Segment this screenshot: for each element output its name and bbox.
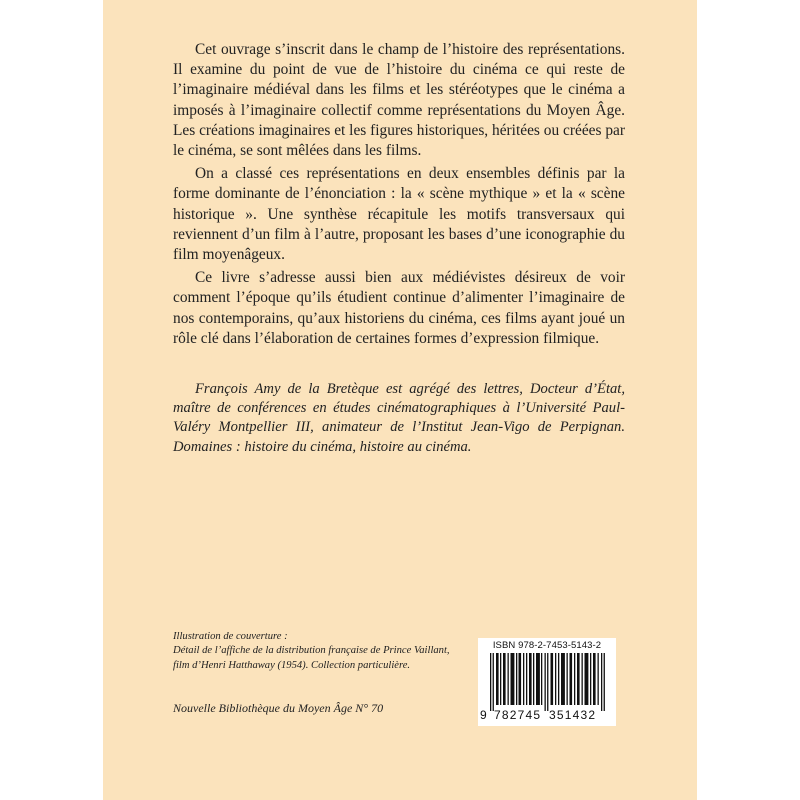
author-bio: François Amy de la Bretèque est agrégé des lettres, Docteur d’État, maître de conférences en études cinématographiques à l’Université Paul-Valéry Montpellier III, animateur de l’Institut Jean-Vigo de Perpignan. Domaines : histoire du cinéma, histoire au cinéma. [173,381,625,455]
blurb-paragraph: On a classé ces représentations en deux ensembles définis par la forme dominante de l’énonciation : la « scène mythique » et la « scène historique ». Une synthèse récapitule les motifs transversaux qui reviennent d’un film à l’autre, proposant les bases d’une iconographie du film moyenâgeux. [173,165,625,264]
ean-left-group: 782745 [494,708,542,722]
isbn-label: ISBN 978-2-7453-5143-2 [492,640,602,651]
ean-first-digit: 9 [480,708,487,722]
blurb-paragraph: Cet ouvrage s’inscrit dans le champ de l’histoire des représentations. Il examine du point de vue de l’histoire du cinéma ce qui reste de l’imaginaire médiéval dans les films et les stéréotypes que le cinéma a imposés à l’imaginaire collectif comme représentations du Moyen Âge. Les créations imaginaires et les figures historiques, héritées ou créées par le cinéma, se sont mêlées dans les films. [173,41,625,160]
cover-illustration-credit [173,630,473,673]
ean-right-group: 351432 [549,708,597,722]
credit-heading: Illustration de couverture : [173,631,288,642]
back-cover [103,0,697,800]
credit-line: film d’Henri Hatthaway (1954). Collection particulière. [173,659,411,671]
isbn-barcode [478,638,616,726]
series-title: Nouvelle Bibliothèque du Moyen Âge N° 70 [173,701,384,715]
blurb-text [173,40,625,349]
barcode-bars [490,653,606,713]
credit-line: Détail de l’affiche de la distribution française de Prince Vaillant, [173,645,450,657]
blurb-paragraph: Ce livre s’adresse aussi bien aux médiévistes désireux de voir comment l’époque qu’ils étudient continue d’alimenter l’imaginaire de nos contemporains, qu’aux historiens du cinéma, ces films ayant joué un rôle clé dans l’élaboration de certaines formes d’expression filmique. [173,269,625,347]
